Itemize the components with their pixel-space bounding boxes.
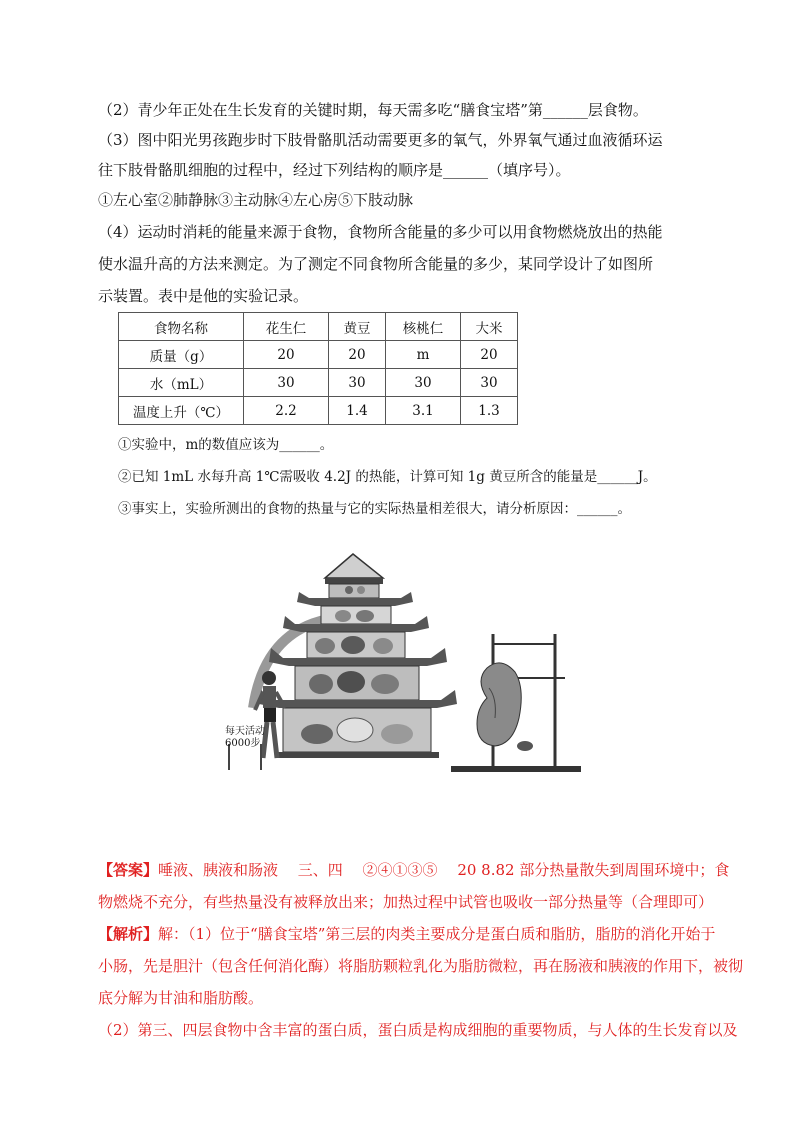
- answer-line-2: 物燃烧不充分，有些热量没有被释放出来；加热过程中试管也吸收一部分热量等（合理即可）: [98, 893, 714, 911]
- table-cell: 1.4: [329, 397, 386, 425]
- question-3-line-2: 往下肢骨骼肌细胞的过程中，经过下列结构的顺序是______（填序号）。: [98, 161, 571, 179]
- experiment-table: [118, 312, 518, 425]
- analysis-line-2: 小肠，先是胆汁（包含任何消化酶）将脂肪颗粒乳化为脂肪微粒，再在肠液和胰液的作用下，被彻: [98, 957, 744, 975]
- sign-text-line-1: 每天活动: [225, 726, 265, 737]
- table-header-cell: 食物名称: [119, 313, 244, 341]
- question-2: （2）青少年正处在生长发育的关键时期，每天需多吃“膳食宝塔”第______层食物。: [98, 101, 648, 119]
- table-cell: 3.1: [386, 397, 461, 425]
- burning-apparatus-icon: [451, 634, 581, 772]
- answer-label: 【答案】: [98, 861, 159, 879]
- question-4-line-2: 使水温升高的方法来测定。为了测定不同食物所含能量的多少，某同学设计了如图所: [98, 255, 654, 273]
- table-cell: 质量（g）: [119, 341, 244, 369]
- table-cell: 温度上升（℃）: [119, 397, 244, 425]
- activity-sign: [225, 724, 265, 770]
- answer-line-1: [98, 860, 730, 880]
- table-header-cell: 黄豆: [329, 313, 386, 341]
- pagoda-icon: [259, 554, 457, 758]
- table-header-cell: 花生仁: [244, 313, 329, 341]
- food-pyramid-and-apparatus-figure: [225, 548, 585, 778]
- table-header-cell: 大米: [461, 313, 518, 341]
- table-cell: 30: [461, 369, 518, 397]
- analysis-text-1: 解：（1）位于“膳食宝塔”第三层的肉类主要成分是蛋白质和脂肪，脂肪的消化开始于: [158, 925, 716, 943]
- table-cell: 20: [244, 341, 329, 369]
- table-row: [119, 397, 518, 425]
- table-row: [119, 369, 518, 397]
- subquestion-3: ③事实上，实验所测出的食物的热量与它的实际热量相差很大，请分析原因：______。: [118, 501, 631, 517]
- analysis-label: 【解析】: [98, 925, 159, 943]
- subquestion-1: ①实验中，m的数值应该为______。: [118, 437, 334, 453]
- answer-text-1: 唾液、胰液和肠液 三、四 ②④①③⑤ 20 8.82 部分热量散失到周围环境中；食: [158, 861, 730, 879]
- table-cell: 30: [386, 369, 461, 397]
- table-cell: 2.2: [244, 397, 329, 425]
- table-cell: 20: [461, 341, 518, 369]
- question-3-line-1: （3）图中阳光男孩跑步时下肢骨骼肌活动需要更多的氧气，外界氧气通过血液循环运: [98, 131, 663, 149]
- question-3-options: ①左心室②肺静脉③主动脉④左心房⑤下肢动脉: [98, 191, 414, 209]
- table-header-cell: 核桃仁: [386, 313, 461, 341]
- subquestion-2: ②已知 1mL 水每升高 1℃需吸收 4.2J 的热能，计算可知 1g 黄豆所含的能量是______J。: [118, 469, 657, 485]
- analysis-line-3: 底分解为甘油和脂肪酸。: [98, 989, 264, 1007]
- question-4-line-1: （4）运动时消耗的能量来源于食物，食物所含能量的多少可以用食物燃烧放出的热能: [98, 223, 663, 241]
- table-header-row: [119, 313, 518, 341]
- table-cell: 30: [329, 369, 386, 397]
- table-row: [119, 341, 518, 369]
- table-cell: 20: [329, 341, 386, 369]
- table-cell: 30: [244, 369, 329, 397]
- table-cell: 水（mL）: [119, 369, 244, 397]
- table-cell: 1.3: [461, 397, 518, 425]
- table-cell: m: [386, 341, 461, 369]
- analysis-line-1: [98, 924, 718, 944]
- analysis-line-4: （2）第三、四层食物中含丰富的蛋白质，蛋白质是构成细胞的重要物质，与人体的生长发育以及: [98, 1021, 738, 1039]
- sign-text-line-2: 6000步: [225, 738, 261, 749]
- question-4-line-3: 示装置。表中是他的实验记录。: [98, 287, 309, 305]
